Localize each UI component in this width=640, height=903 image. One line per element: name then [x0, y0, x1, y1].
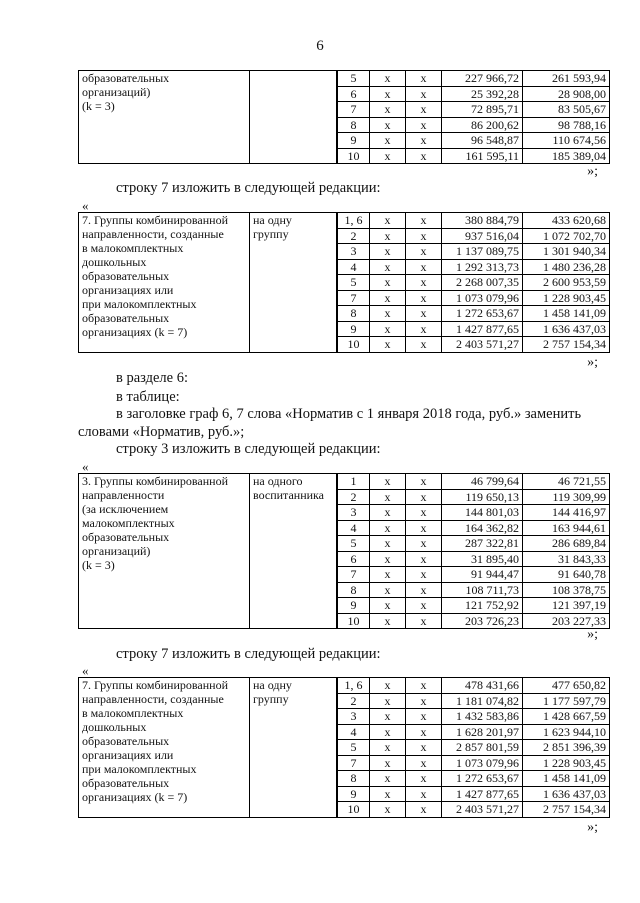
col4-cell: x [406, 102, 442, 118]
row-unit [250, 213, 337, 353]
group-cell: 1 [338, 474, 370, 490]
col4-cell: x [406, 505, 442, 521]
group-cell: 5 [338, 740, 370, 756]
group-cell: 8 [338, 117, 370, 133]
page-number: 6 [316, 38, 324, 54]
group-cell: 4 [338, 724, 370, 740]
value-new-cell: 1 072 702,70 [523, 228, 610, 244]
group-cell: 6 [338, 551, 370, 567]
opening-quote: « [82, 198, 89, 213]
value-2018-cell: 1 073 079,96 [442, 290, 523, 306]
group-cell: 7 [338, 290, 370, 306]
row-description-text: 3. Группы комбинированной направленности (за исключением малокомплектных образовательных организаций) (k = 3) [82, 474, 228, 572]
group-cell: 9 [338, 786, 370, 802]
col3-cell: x [370, 771, 406, 787]
col4-cell: x [406, 520, 442, 536]
value-new-cell: 28 908,00 [523, 86, 610, 102]
value-2018-cell: 1 432 583,86 [442, 709, 523, 725]
col4-cell: x [406, 321, 442, 337]
paragraph-replace-heading: в заголовке граф 6, 7 слова «Норматив с 1 января 2018 года, руб.» заменить [116, 406, 582, 422]
normative-table-row7-new [78, 677, 610, 818]
group-cell: 9 [338, 321, 370, 337]
value-new-cell: 91 640,78 [523, 567, 610, 583]
group-cell: 3 [338, 244, 370, 260]
group-cell: 6 [338, 86, 370, 102]
col3-cell: x [370, 306, 406, 322]
value-new-cell: 1 228 903,45 [523, 755, 610, 771]
row-description [79, 71, 250, 164]
value-2018-cell: 287 322,81 [442, 536, 523, 552]
col3-cell: x [370, 321, 406, 337]
col3-cell: x [370, 213, 406, 229]
col3-cell: x [370, 536, 406, 552]
col4-cell: x [406, 678, 442, 694]
group-cell: 7 [338, 755, 370, 771]
value-new-cell: 1 228 903,45 [523, 290, 610, 306]
col4-cell: x [406, 117, 442, 133]
value-new-cell: 1 623 944,10 [523, 724, 610, 740]
col4-cell: x [406, 693, 442, 709]
value-2018-cell: 46 799,64 [442, 474, 523, 490]
value-new-cell: 203 227,33 [523, 613, 610, 629]
value-new-cell: 1 301 940,34 [523, 244, 610, 260]
col4-cell: x [406, 244, 442, 260]
group-cell: 8 [338, 771, 370, 787]
col3-cell: x [370, 275, 406, 291]
col3-cell: x [370, 613, 406, 629]
col4-cell: x [406, 275, 442, 291]
row-unit-text: на одну группу [253, 678, 292, 706]
col3-cell: x [370, 244, 406, 260]
value-2018-cell: 2 857 801,59 [442, 740, 523, 756]
value-2018-cell: 1 272 653,67 [442, 306, 523, 322]
value-2018-cell: 119 650,13 [442, 489, 523, 505]
value-new-cell: 2 757 154,34 [523, 802, 610, 818]
col4-cell: x [406, 771, 442, 787]
group-cell: 8 [338, 306, 370, 322]
paragraph-table: в таблице: [116, 389, 180, 405]
table-row [79, 213, 610, 229]
col3-cell: x [370, 71, 406, 87]
value-2018-cell: 227 966,72 [442, 71, 523, 87]
col3-cell: x [370, 582, 406, 598]
col4-cell: x [406, 740, 442, 756]
value-2018-cell: 1 292 313,73 [442, 259, 523, 275]
group-cell: 7 [338, 102, 370, 118]
value-new-cell: 1 458 141,09 [523, 306, 610, 322]
group-cell: 9 [338, 598, 370, 614]
col4-cell: x [406, 598, 442, 614]
col4-cell: x [406, 71, 442, 87]
value-new-cell: 2 757 154,34 [523, 337, 610, 353]
col4-cell: x [406, 802, 442, 818]
value-2018-cell: 1 628 201,97 [442, 724, 523, 740]
value-2018-cell: 1 427 877,65 [442, 786, 523, 802]
col4-cell: x [406, 613, 442, 629]
group-cell: 10 [338, 148, 370, 164]
value-new-cell: 185 389,04 [523, 148, 610, 164]
group-cell: 10 [338, 802, 370, 818]
value-new-cell: 83 505,67 [523, 102, 610, 118]
value-2018-cell: 86 200,62 [442, 117, 523, 133]
table-row [79, 678, 610, 694]
col4-cell: x [406, 306, 442, 322]
group-cell: 2 [338, 489, 370, 505]
col3-cell: x [370, 755, 406, 771]
col4-cell: x [406, 551, 442, 567]
paragraph-section: в разделе 6: [116, 370, 189, 386]
col3-cell: x [370, 290, 406, 306]
opening-quote: « [82, 459, 89, 474]
group-cell: 3 [338, 709, 370, 725]
col4-cell: x [406, 133, 442, 149]
group-cell: 2 [338, 228, 370, 244]
group-cell: 4 [338, 520, 370, 536]
value-new-cell: 1 428 667,59 [523, 709, 610, 725]
col3-cell: x [370, 489, 406, 505]
paragraph-instruction: строку 3 изложить в следующей редакции: [116, 441, 381, 457]
value-2018-cell: 91 944,47 [442, 567, 523, 583]
col3-cell: x [370, 86, 406, 102]
col4-cell: x [406, 582, 442, 598]
row-description [79, 213, 250, 353]
value-new-cell: 2 851 396,39 [523, 740, 610, 756]
value-new-cell: 2 600 953,59 [523, 275, 610, 291]
col3-cell: x [370, 337, 406, 353]
group-cell: 9 [338, 133, 370, 149]
group-cell: 10 [338, 337, 370, 353]
col4-cell: x [406, 489, 442, 505]
col4-cell: x [406, 474, 442, 490]
row-description [79, 678, 250, 818]
opening-quote: « [82, 663, 89, 678]
value-2018-cell: 72 895,71 [442, 102, 523, 118]
value-new-cell: 286 689,84 [523, 536, 610, 552]
value-new-cell: 121 397,19 [523, 598, 610, 614]
value-new-cell: 477 650,82 [523, 678, 610, 694]
col4-cell: x [406, 536, 442, 552]
col3-cell: x [370, 148, 406, 164]
col3-cell: x [370, 505, 406, 521]
col4-cell: x [406, 786, 442, 802]
col3-cell: x [370, 709, 406, 725]
value-new-cell: 1 480 236,28 [523, 259, 610, 275]
value-2018-cell: 1 073 079,96 [442, 755, 523, 771]
row-description-text: 7. Группы комбинированной направленности, созданные в малокомплектных дошкольных образовательных организациях или при малокомплектных образовательных организациях (k = 7) [82, 213, 228, 339]
col3-cell: x [370, 259, 406, 275]
value-new-cell: 98 788,16 [523, 117, 610, 133]
value-2018-cell: 96 548,87 [442, 133, 523, 149]
col3-cell: x [370, 678, 406, 694]
value-2018-cell: 2 403 571,27 [442, 802, 523, 818]
paragraph-instruction: строку 7 изложить в следующей редакции: [116, 646, 381, 662]
col3-cell: x [370, 567, 406, 583]
normative-table-row3 [78, 473, 610, 629]
col4-cell: x [406, 337, 442, 353]
value-new-cell: 31 843,33 [523, 551, 610, 567]
col3-cell: x [370, 102, 406, 118]
value-new-cell: 110 674,56 [523, 133, 610, 149]
row-description-text: 7. Группы комбинированной направленности, созданные в малокомплектных дошкольных образовательных организациях или при малокомплектных образовательных организациях (k = 7) [82, 678, 228, 804]
value-new-cell: 46 721,55 [523, 474, 610, 490]
group-cell: 5 [338, 71, 370, 87]
value-new-cell: 144 416,97 [523, 505, 610, 521]
value-2018-cell: 108 711,73 [442, 582, 523, 598]
value-2018-cell: 1 181 074,82 [442, 693, 523, 709]
value-2018-cell: 164 362,82 [442, 520, 523, 536]
group-cell: 1, 6 [338, 213, 370, 229]
value-2018-cell: 478 431,66 [442, 678, 523, 694]
col3-cell: x [370, 520, 406, 536]
value-2018-cell: 161 595,11 [442, 148, 523, 164]
closing-quote: »; [587, 164, 598, 179]
col3-cell: x [370, 133, 406, 149]
value-2018-cell: 1 427 877,65 [442, 321, 523, 337]
col3-cell: x [370, 117, 406, 133]
row-unit-text: на одного воспитанника [253, 474, 325, 502]
paragraph-instruction: строку 7 изложить в следующей редакции: [116, 180, 381, 196]
table-row [79, 474, 610, 490]
value-new-cell: 1 458 141,09 [523, 771, 610, 787]
group-cell: 2 [338, 693, 370, 709]
col4-cell: x [406, 724, 442, 740]
col3-cell: x [370, 740, 406, 756]
group-cell: 4 [338, 259, 370, 275]
col4-cell: x [406, 709, 442, 725]
value-2018-cell: 121 752,92 [442, 598, 523, 614]
group-cell: 7 [338, 567, 370, 583]
row-description [79, 474, 250, 629]
value-2018-cell: 25 392,28 [442, 86, 523, 102]
closing-quote: »; [587, 820, 598, 835]
value-new-cell: 119 309,99 [523, 489, 610, 505]
row-description-text: образовательных организаций) (k = 3) [82, 71, 170, 113]
col4-cell: x [406, 567, 442, 583]
value-2018-cell: 380 884,79 [442, 213, 523, 229]
table-row [79, 71, 610, 87]
col3-cell: x [370, 598, 406, 614]
group-cell: 3 [338, 505, 370, 521]
col3-cell: x [370, 228, 406, 244]
value-2018-cell: 937 516,04 [442, 228, 523, 244]
paragraph-replace-heading-cont: словами «Норматив, руб.»; [78, 424, 245, 440]
row-unit [250, 71, 337, 164]
col4-cell: x [406, 755, 442, 771]
col4-cell: x [406, 228, 442, 244]
col4-cell: x [406, 148, 442, 164]
col3-cell: x [370, 551, 406, 567]
value-2018-cell: 1 137 089,75 [442, 244, 523, 260]
row-unit-text: на одну группу [253, 213, 292, 241]
value-new-cell: 1 636 437,03 [523, 321, 610, 337]
col3-cell: x [370, 802, 406, 818]
group-cell: 1, 6 [338, 678, 370, 694]
value-new-cell: 1 636 437,03 [523, 786, 610, 802]
value-new-cell: 1 177 597,79 [523, 693, 610, 709]
normative-table-continuation [78, 70, 610, 164]
row-unit [250, 474, 337, 629]
group-cell: 5 [338, 275, 370, 291]
col4-cell: x [406, 213, 442, 229]
col3-cell: x [370, 724, 406, 740]
value-2018-cell: 2 403 571,27 [442, 337, 523, 353]
value-2018-cell: 203 726,23 [442, 613, 523, 629]
value-new-cell: 261 593,94 [523, 71, 610, 87]
value-2018-cell: 1 272 653,67 [442, 771, 523, 787]
row-unit [250, 678, 337, 818]
col4-cell: x [406, 259, 442, 275]
col4-cell: x [406, 290, 442, 306]
col3-cell: x [370, 693, 406, 709]
value-new-cell: 108 378,75 [523, 582, 610, 598]
group-cell: 8 [338, 582, 370, 598]
value-new-cell: 433 620,68 [523, 213, 610, 229]
value-2018-cell: 2 268 007,35 [442, 275, 523, 291]
value-2018-cell: 144 801,03 [442, 505, 523, 521]
group-cell: 10 [338, 613, 370, 629]
group-cell: 5 [338, 536, 370, 552]
col3-cell: x [370, 474, 406, 490]
normative-table-row7 [78, 212, 610, 353]
closing-quote: »; [587, 355, 598, 370]
col3-cell: x [370, 786, 406, 802]
value-2018-cell: 31 895,40 [442, 551, 523, 567]
value-new-cell: 163 944,61 [523, 520, 610, 536]
col4-cell: x [406, 86, 442, 102]
closing-quote: »; [587, 627, 598, 642]
